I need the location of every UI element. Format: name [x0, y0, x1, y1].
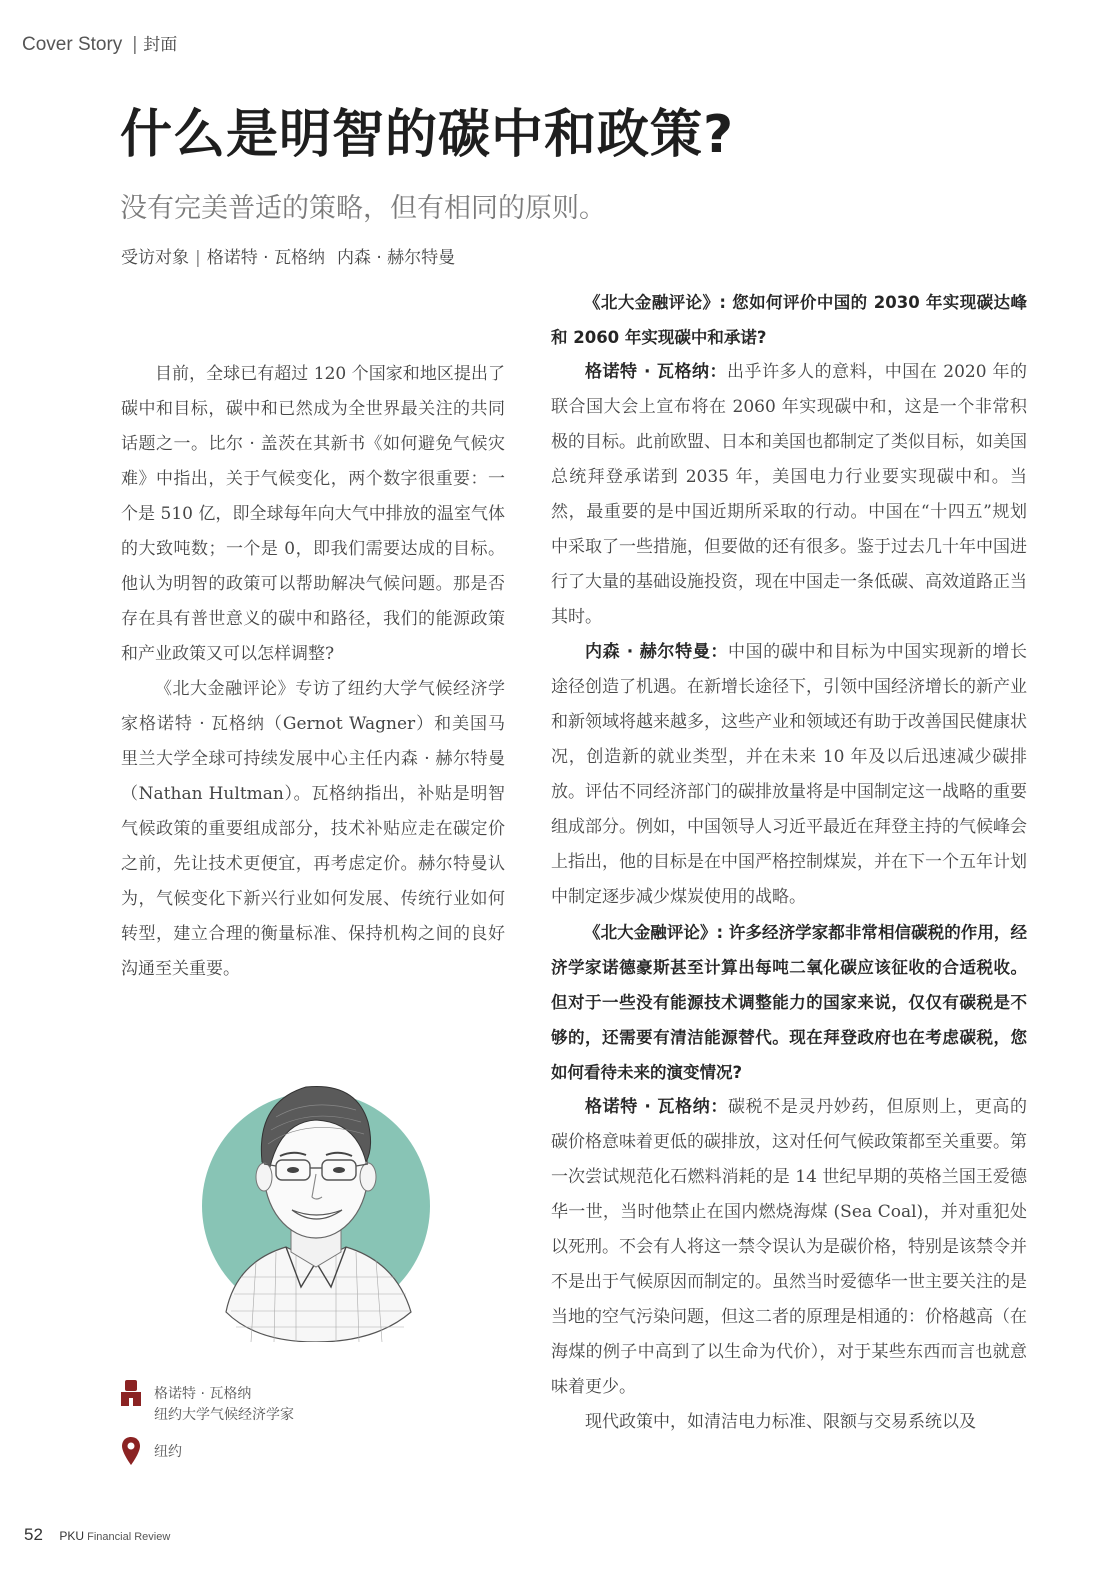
profile-text: [154, 1378, 294, 1426]
profile-name: 格诺特 · 瓦格纳: [154, 1386, 252, 1402]
interview-answer: [551, 635, 1027, 915]
article-title: 什么是明智的碳中和政策?: [120, 105, 735, 165]
byline-person-1: 格诺特 · 瓦格纳: [206, 248, 325, 268]
interview-question: 《北大金融评论》: 许多经济学家都非常相信碳税的作用，经济学家诺德豪斯甚至计算出每吨二氧化碳应该征收的合适税收。但对于一些没有能源技术调整能力的国家来说，仅仅有碳税是不够的，还需要有清洁能源替代。现在拜登政府也在考虑碳税，您如何看待未来的演变情况?: [551, 923, 1027, 1082]
interview-answer: [551, 1090, 1027, 1405]
answer-text: 碳税不是灵丹妙药，但原则上，更高的碳价格意味着更低的碳排放，这对任何气候政策都至关重要。第一次尝试规范化石燃料消耗的是 14 世纪早期的英格兰国王爱德华一世，当时他禁止在国内燃烧海煤 (Sea Coal)，并对重犯处以死刑。不会有人将这一禁令误认为是碳价格，特别是该禁令并不是出于气候原因而制定的。虽然当时爱德华一世主要关注的是当地的空气污染问题，但这二者的原理是相通的：价格越高（在海煤的例子中高到了以生命为代价），对于某些东西而言也就意味着更少。: [551, 1097, 1028, 1397]
divider: |: [195, 248, 201, 268]
portrait-sketch: [196, 1062, 436, 1342]
byline: [121, 243, 455, 268]
article-subtitle: 没有完美普适的策略，但有相同的原则。: [120, 193, 606, 224]
map-pin-icon: [120, 1436, 142, 1466]
speaker-name: 格诺特 · 瓦格纳：: [585, 1097, 728, 1117]
section-label-cn: 封面: [143, 35, 178, 55]
answer-text: 出乎许多人的意料，中国在 2020 年的联合国大会上宣布将在 2060 年实现碳中和，这是一个非常积极的目标。此前欧盟、日本和美国也都制定了类似目标，如美国总统拜登承诺到 2035 年，美国电力行业要实现碳中和。当然，最重要的是中国近期所采取的行动。中国在“十四五”规划中采取了一些措施，但要做的还有很多。鉴于过去几十年中国进行了大量的基础设施投资，现在中国走一条低碳、高效道路正当其时。: [551, 362, 1027, 627]
intro-paragraph: 《北大金融评论》专访了纽约大学气候经济学家格诺特 · 瓦格纳（Gernot Wagner）和美国马里兰大学全球可持续发展中心主任内森 · 赫尔特曼（Nathan Hultman）。瓦格纳指出，补贴是明智气候政策的重要组成部分，技术补贴应走在碳定价之前，先让技术更便宜，再考虑定价。赫尔特曼认为，气候变化下新兴行业如何发展、传统行业如何转型，建立合理的衡量标准、保持机构之间的良好沟通至关重要。: [121, 679, 505, 979]
left-column: [121, 357, 505, 987]
magazine-name: [59, 1531, 170, 1543]
person-icon: [120, 1378, 142, 1408]
portrait-illustration: [196, 1062, 436, 1342]
section-label: [22, 30, 177, 56]
profile-person-row: [120, 1378, 294, 1426]
profile-info: [120, 1378, 294, 1476]
magazine-name-rest: Financial Review: [87, 1531, 171, 1543]
speaker-name: 格诺特 · 瓦格纳：: [585, 362, 728, 382]
right-column: [551, 285, 1027, 1440]
answer-text: 中国的碳中和目标为中国实现新的增长途径创造了机遇。在新增长途径下，引领中国经济增长的新产业和新领域将越来越多，这些产业和领域还有助于改善国民健康状况，创造新的就业类型，并在未来 10 年及以后迅速减少碳排放。评估不同经济部门的碳排放量将是中国制定这一战略的重要组成部分。例如，中国领导人习近平最近在拜登主持的气候峰会上指出，他的目标是在中国严格控制煤炭，并在下一个五年计划中制定逐步减少煤炭使用的战略。: [551, 642, 1028, 907]
byline-person-2: 内森 · 赫尔特曼: [336, 248, 456, 268]
interview-answer: 现代政策中，如清洁电力标准、限额与交易系统以及: [585, 1412, 976, 1432]
profile-location-row: [120, 1436, 294, 1466]
interview-question: 《北大金融评论》: 您如何评价中国的 2030 年实现碳达峰和 2060 年实现碳中和承诺?: [551, 293, 1027, 347]
divider: |: [132, 34, 138, 55]
profile-location: 纽约: [154, 1444, 182, 1460]
speaker-name: 内森 · 赫尔特曼：: [585, 642, 728, 662]
byline-label: 受访对象: [121, 248, 189, 268]
intro-paragraph: 目前，全球已有超过 120 个国家和地区提出了碳中和目标，碳中和已然成为全世界最关注的共同话题之一。比尔 · 盖茨在其新书《如何避免气候灾难》中指出，关于气候变化，两个数字很重要：一个是 510 亿，即全球每年向大气中排放的温室气体的大致吨数；一个是 0，即我们需要达成的目标。他认为明智的政策可以帮助解决气候问题。那是否存在具有普世意义的碳中和路径，我们的能源政策和产业政策又可以怎样调整?: [121, 364, 505, 664]
interview-answer: [551, 355, 1027, 635]
magazine-name-bold: PKU: [59, 1529, 85, 1543]
profile-role: 纽约大学气候经济学家: [154, 1407, 294, 1423]
page-number: 52: [24, 1525, 43, 1544]
section-label-en: Cover Story: [22, 34, 123, 55]
page-footer: [24, 1525, 170, 1545]
